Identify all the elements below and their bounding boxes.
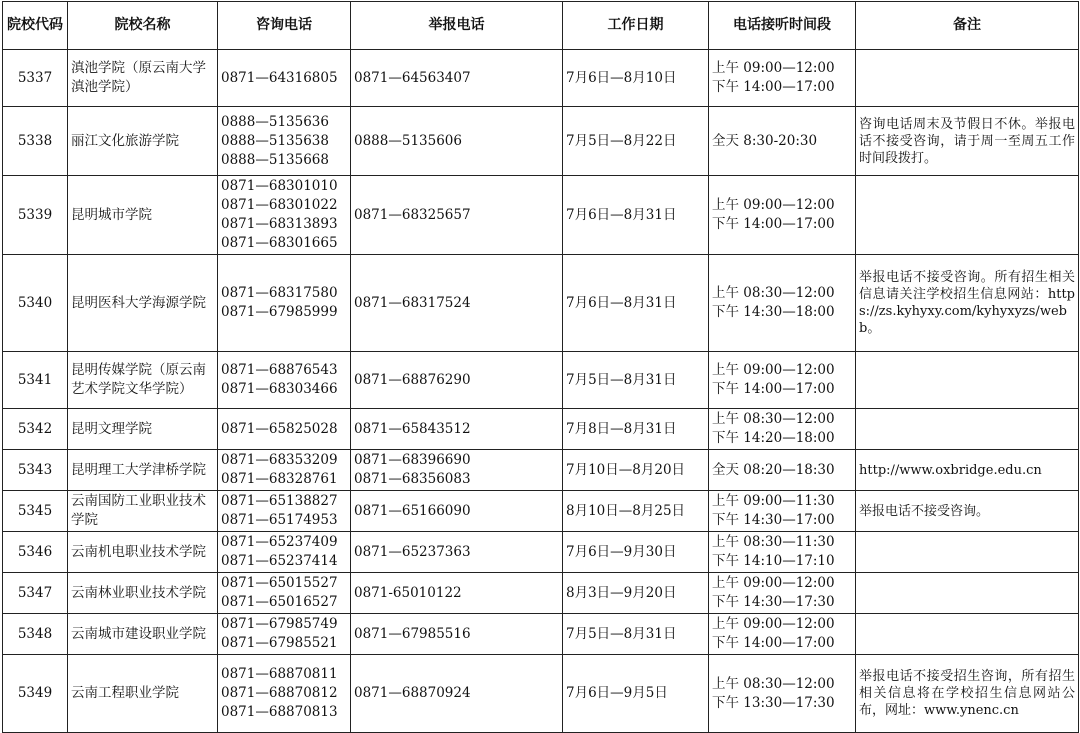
report-phone-cell-line: 0871-65010122 — [354, 584, 462, 601]
school-code-cell: 5343 — [3, 450, 68, 491]
report-phone-cell — [351, 352, 563, 409]
call-hours-cell — [709, 409, 856, 450]
consult-phone-cell-line: 0871—67985749 — [221, 616, 338, 632]
call-hours-cell-line: 下午 14:30—17:00 — [712, 512, 835, 528]
call-hours-cell-line: 下午 14:30—18:00 — [712, 304, 835, 320]
remarks-cell: 举报电话不接受咨询。 — [856, 491, 1079, 532]
report-phone-cell — [351, 107, 563, 176]
consult-phone-cell-line: 0871—68870813 — [221, 704, 338, 720]
remarks-cell: 举报电话不接受咨询。所有招生相关信息请关注学校招生信息网站：https://zs.kyhyxy.com/kyhyxyzs/webb。 — [856, 255, 1079, 352]
work-dates-cell: 7月5日—8月31日 — [563, 614, 709, 655]
header-school-code: 院校代码 — [3, 2, 68, 50]
table-row — [3, 50, 1079, 107]
call-hours-cell — [709, 352, 856, 409]
consult-phone-cell-line: 0888—5135668 — [221, 151, 329, 168]
work-dates-cell: 7月6日—8月10日 — [563, 50, 709, 107]
school-name-cell: 云南国防工业职业技术学院 — [68, 491, 218, 532]
report-phone-cell — [351, 532, 563, 573]
table-row — [3, 107, 1079, 176]
report-phone-cell-line: 0888—5135606 — [354, 132, 462, 149]
consult-phone-cell-line: 0871—65825028 — [221, 420, 338, 437]
call-hours-cell-line: 下午 14:00—17:00 — [712, 635, 835, 651]
table-row — [3, 532, 1079, 573]
consult-phone-cell-line: 0871—68313893 — [221, 216, 338, 232]
consult-phone-cell-line: 0871—65174953 — [221, 512, 338, 528]
call-hours-cell — [709, 573, 856, 614]
consult-phone-cell-line: 0871—64316805 — [221, 69, 338, 86]
table-row — [3, 614, 1079, 655]
school-name-cell: 云南机电职业技术学院 — [68, 532, 218, 573]
work-dates-cell: 7月8日—8月31日 — [563, 409, 709, 450]
header-work-dates: 工作日期 — [563, 2, 709, 50]
consult-phone-cell-line: 0871—68303466 — [221, 381, 338, 397]
report-phone-cell-line: 0871—67985516 — [354, 625, 471, 642]
school-code-cell: 5345 — [3, 491, 68, 532]
report-phone-cell-line: 0871—68396690 — [354, 452, 471, 468]
school-code-cell: 5346 — [3, 532, 68, 573]
call-hours-cell-line: 全天 08:20—18:30 — [712, 461, 835, 478]
school-code-cell: 5338 — [3, 107, 68, 176]
call-hours-cell-line: 下午 14:10—17:10 — [712, 553, 835, 569]
consult-phone-cell-line: 0871—67985521 — [221, 635, 338, 651]
remarks-cell: 咨询电话周末及节假日不休。举报电话不接受咨询，请于周一至周五工作时间段拨打。 — [856, 107, 1079, 176]
consult-phone-cell — [218, 491, 351, 532]
remarks-cell: 举报电话不接受招生咨询，所有招生相关信息将在学校招生信息网站公布，网址：www.ynenc.cn — [856, 655, 1079, 733]
consult-phone-cell — [218, 573, 351, 614]
report-phone-cell-line: 0871—65166090 — [354, 502, 471, 519]
report-phone-cell-line: 0871—64563407 — [354, 69, 471, 86]
report-phone-cell-line: 0871—65843512 — [354, 420, 471, 437]
call-hours-cell — [709, 255, 856, 352]
school-name-cell: 丽江文化旅游学院 — [68, 107, 218, 176]
work-dates-cell: 7月10日—8月20日 — [563, 450, 709, 491]
consult-phone-cell-line: 0871—65016527 — [221, 594, 338, 610]
table-row — [3, 491, 1079, 532]
report-phone-cell-line: 0871—68356083 — [354, 471, 471, 487]
school-code-cell: 5339 — [3, 176, 68, 255]
work-dates-cell: 7月5日—8月31日 — [563, 352, 709, 409]
work-dates-cell: 7月6日—8月31日 — [563, 255, 709, 352]
remarks-cell — [856, 573, 1079, 614]
consult-phone-cell-line: 0871—68870811 — [221, 666, 338, 682]
call-hours-cell-line: 上午 08:30—12:00 — [712, 411, 835, 427]
school-name-cell: 昆明城市学院 — [68, 176, 218, 255]
table-row — [3, 655, 1079, 733]
school-code-cell: 5340 — [3, 255, 68, 352]
call-hours-cell-line: 上午 09:00—12:00 — [712, 197, 835, 213]
header-report-phone: 举报电话 — [351, 2, 563, 50]
call-hours-cell-line: 全天 8:30-20:30 — [712, 132, 818, 149]
call-hours-cell — [709, 107, 856, 176]
school-code-cell: 5348 — [3, 614, 68, 655]
call-hours-cell-line: 下午 14:00—17:00 — [712, 216, 835, 232]
consult-phone-cell-line: 0871—65237414 — [221, 553, 338, 569]
school-name-cell: 昆明理工大学津桥学院 — [68, 450, 218, 491]
consult-phone-cell-line: 0871—67985999 — [221, 304, 338, 320]
consult-phone-cell — [218, 107, 351, 176]
header-school-name: 院校名称 — [68, 2, 218, 50]
school-name-cell: 滇池学院（原云南大学滇池学院） — [68, 50, 218, 107]
call-hours-cell — [709, 50, 856, 107]
call-hours-cell — [709, 655, 856, 733]
call-hours-cell — [709, 614, 856, 655]
header-row — [3, 2, 1079, 50]
school-name-cell: 昆明文理学院 — [68, 409, 218, 450]
school-name-cell: 昆明医科大学海源学院 — [68, 255, 218, 352]
school-name-cell: 云南工程职业学院 — [68, 655, 218, 733]
consult-phone-cell-line: 0888—5135638 — [221, 132, 329, 149]
school-code-cell: 5342 — [3, 409, 68, 450]
remarks-cell — [856, 614, 1079, 655]
consult-phone-cell-line: 0871—68328761 — [221, 471, 338, 487]
work-dates-cell: 7月6日—8月31日 — [563, 176, 709, 255]
table-row — [3, 573, 1079, 614]
call-hours-cell-line: 下午 13:30—17:30 — [712, 694, 835, 711]
call-hours-cell-line: 上午 09:00—12:00 — [712, 362, 835, 378]
call-hours-cell-line: 下午 14:30—17:30 — [712, 594, 835, 610]
consult-phone-cell — [218, 450, 351, 491]
table-row — [3, 409, 1079, 450]
remarks-cell — [856, 176, 1079, 255]
report-phone-cell — [351, 573, 563, 614]
consult-phone-cell-line: 0871—68301022 — [221, 197, 338, 213]
call-hours-cell-line: 上午 09:00—12:00 — [712, 575, 835, 591]
consult-phone-cell — [218, 352, 351, 409]
call-hours-cell — [709, 491, 856, 532]
call-hours-cell-line: 上午 08:30—12:00 — [712, 675, 835, 692]
consult-phone-cell — [218, 409, 351, 450]
school-name-cell: 云南林业职业技术学院 — [68, 573, 218, 614]
consult-phone-cell-line: 0871—68876543 — [221, 362, 338, 378]
consult-phone-cell-line: 0871—65015527 — [221, 575, 338, 591]
consult-phone-cell — [218, 176, 351, 255]
header-consult-phone: 咨询电话 — [218, 2, 351, 50]
consult-phone-cell-line: 0871—68317580 — [221, 285, 338, 301]
school-name-cell: 昆明传媒学院（原云南艺术学院文华学院） — [68, 352, 218, 409]
consult-phone-cell-line: 0888—5135636 — [221, 113, 329, 130]
table-row — [3, 255, 1079, 352]
table-body — [3, 50, 1079, 733]
consult-phone-cell — [218, 532, 351, 573]
call-hours-cell — [709, 176, 856, 255]
call-hours-cell-line: 上午 09:00—12:00 — [712, 60, 835, 76]
table-row — [3, 176, 1079, 255]
report-phone-cell-line: 0871—68876290 — [354, 371, 471, 388]
consult-phone-cell-line: 0871—65138827 — [221, 493, 338, 509]
consult-phone-cell-line: 0871—68301665 — [221, 235, 338, 251]
header-call-hours: 电话接听时间段 — [709, 2, 856, 50]
work-dates-cell: 7月6日—9月30日 — [563, 532, 709, 573]
call-hours-cell-line: 上午 09:00—12:00 — [712, 616, 835, 632]
school-code-cell: 5337 — [3, 50, 68, 107]
report-phone-cell-line: 0871—65237363 — [354, 543, 471, 560]
work-dates-cell: 8月10日—8月25日 — [563, 491, 709, 532]
consult-phone-cell — [218, 614, 351, 655]
consult-phone-cell-line: 0871—68301010 — [221, 178, 338, 194]
call-hours-cell-line: 下午 14:20—18:00 — [712, 430, 835, 446]
remarks-cell — [856, 352, 1079, 409]
table-row — [3, 450, 1079, 491]
call-hours-cell-line: 下午 14:00—17:00 — [712, 381, 835, 397]
remarks-cell — [856, 409, 1079, 450]
consult-phone-cell — [218, 655, 351, 733]
report-phone-cell — [351, 409, 563, 450]
report-phone-cell-line: 0871—68325657 — [354, 206, 471, 223]
school-code-cell: 5349 — [3, 655, 68, 733]
report-phone-cell — [351, 491, 563, 532]
header-remarks: 备注 — [856, 2, 1079, 50]
admissions-contact-table — [2, 1, 1079, 733]
call-hours-cell-line: 上午 08:30—11:30 — [712, 534, 835, 550]
consult-phone-cell — [218, 50, 351, 107]
remarks-cell — [856, 50, 1079, 107]
remarks-cell: http://www.oxbridge.edu.cn — [856, 450, 1079, 491]
report-phone-cell — [351, 255, 563, 352]
report-phone-cell — [351, 176, 563, 255]
work-dates-cell: 7月5日—8月22日 — [563, 107, 709, 176]
consult-phone-cell-line: 0871—65237409 — [221, 534, 338, 550]
call-hours-cell-line: 下午 14:00—17:00 — [712, 79, 835, 95]
report-phone-cell-line: 0871—68317524 — [354, 294, 471, 311]
call-hours-cell — [709, 532, 856, 573]
school-code-cell: 5341 — [3, 352, 68, 409]
consult-phone-cell — [218, 255, 351, 352]
report-phone-cell — [351, 450, 563, 491]
remarks-cell — [856, 532, 1079, 573]
school-code-cell: 5347 — [3, 573, 68, 614]
report-phone-cell-line: 0871—68870924 — [354, 685, 471, 701]
report-phone-cell — [351, 655, 563, 733]
call-hours-cell-line: 上午 08:30—12:00 — [712, 285, 835, 301]
school-name-cell: 云南城市建设职业学院 — [68, 614, 218, 655]
work-dates-cell: 7月6日—9月5日 — [563, 655, 709, 733]
call-hours-cell — [709, 450, 856, 491]
consult-phone-cell-line: 0871—68870812 — [221, 685, 338, 701]
consult-phone-cell-line: 0871—68353209 — [221, 452, 338, 468]
table-row — [3, 352, 1079, 409]
work-dates-cell: 8月3日—9月20日 — [563, 573, 709, 614]
call-hours-cell-line: 上午 09:00—11:30 — [712, 493, 835, 509]
report-phone-cell — [351, 614, 563, 655]
report-phone-cell — [351, 50, 563, 107]
